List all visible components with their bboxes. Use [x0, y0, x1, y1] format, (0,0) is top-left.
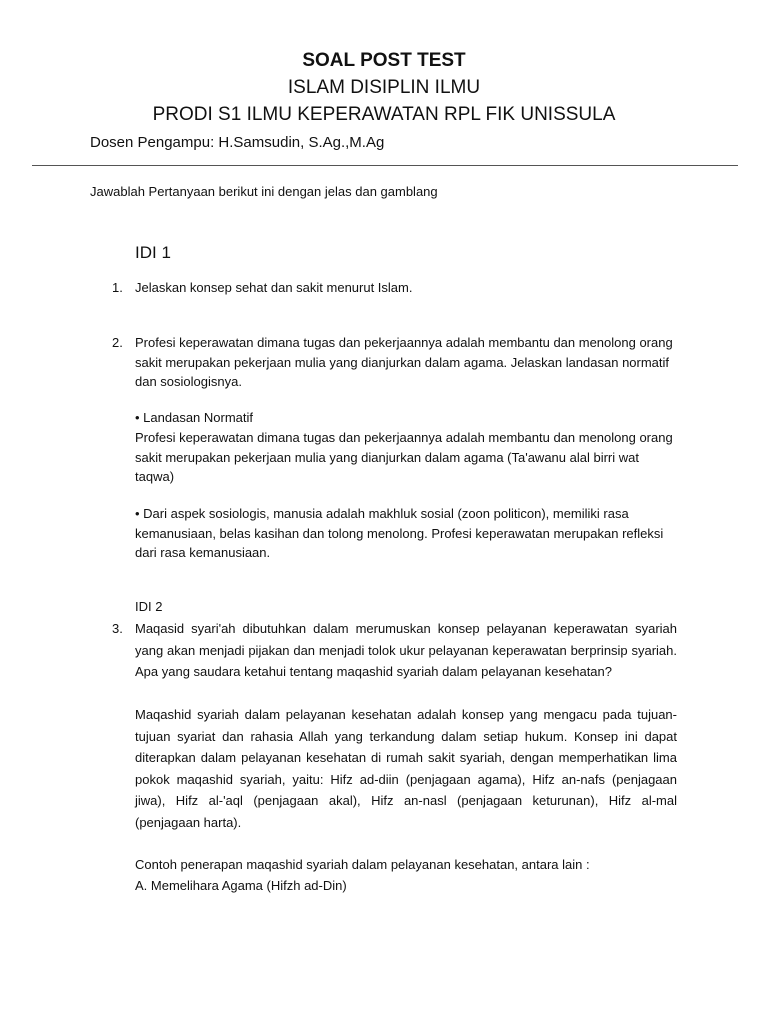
example-intro: Contoh penerapan maqashid syariah dalam pelayanan kesehatan, antara lain : [135, 857, 590, 872]
header-divider [32, 165, 738, 166]
section-heading-idi1: IDI 1 [135, 243, 171, 262]
document-header [0, 48, 768, 129]
instruction-text: Jawablah Pertanyaan berikut ini dengan jelas dan gamblang [90, 184, 438, 199]
question-text: Jelaskan konsep sehat dan sakit menurut Islam. [135, 280, 413, 295]
question-text: Profesi keperawatan dimana tugas dan pekerjaannya adalah membantu dan menolong orang sakit merupakan pekerjaan mulia yang dianjurkan dalam agama. Jelaskan landasan normatif dan sosiologisnya. [135, 335, 673, 389]
answer-normative-label: • Landasan Normatif [135, 410, 254, 425]
question-text: Maqasid syari'ah dibutuhkan dalam merumuskan konsep pelayanan keperawatan syariah yang akan menjadi pijakan dan menjadi tolok ukur pelayanan keperawatan berprinsip syariah. Apa yang saudara ketahui tentang maqashid syariah dalam pelayanan kesehatan? [135, 621, 677, 680]
question-number: 3. [112, 621, 123, 636]
example-item-a: A. Memelihara Agama (Hifzh ad-Din) [135, 878, 347, 893]
question-number: 2. [112, 335, 123, 350]
document-title: SOAL POST TEST [302, 50, 466, 71]
answer-text: Maqashid syariah dalam pelayanan kesehatan adalah konsep yang mengacu pada tujuan-tujuan syariat dan rahasia Allah yang terkandung dalam setiap hukum. Konsep ini dapat diterapkan dalam pelayanan kesehatan di rumah sakit syariah, dengan memperhatikan lima pokok maqashid syariah, yaitu: Hifz ad-diin (penjagaan agama), Hifz an-nafs (penjagaan jiwa), Hifz al-'aql (penjagaan akal), Hifz an-nasl (penjagaan keturunan), Hifz al-mal (penjagaan harta). [135, 707, 677, 830]
answer-sociological-text: • Dari aspek sosiologis, manusia adalah makhluk sosial (zoon politicon), memiliki rasa kemanusiaan, belas kasihan dan tolong menolong. Profesi keperawatan merupakan refleksi dari rasa kemanusiaan. [135, 506, 664, 560]
answer-normative-text: Profesi keperawatan dimana tugas dan pekerjaannya adalah membantu dan menolong orang sakit merupakan pekerjaan mulia yang dianjurkan dalam agama (Ta'awanu alal birri wat taqwa) [135, 430, 673, 484]
program-name: PRODI S1 ILMU KEPERAWATAN RPL FIK UNISSULA [152, 104, 616, 125]
section-heading-idi2: IDI 2 [135, 599, 163, 614]
course-name: ISLAM DISIPLIN ILMU [287, 77, 481, 98]
question-number: 1. [112, 280, 123, 295]
lecturer-name: Dosen Pengampu: H.Samsudin, S.Ag.,M.Ag [90, 134, 385, 151]
